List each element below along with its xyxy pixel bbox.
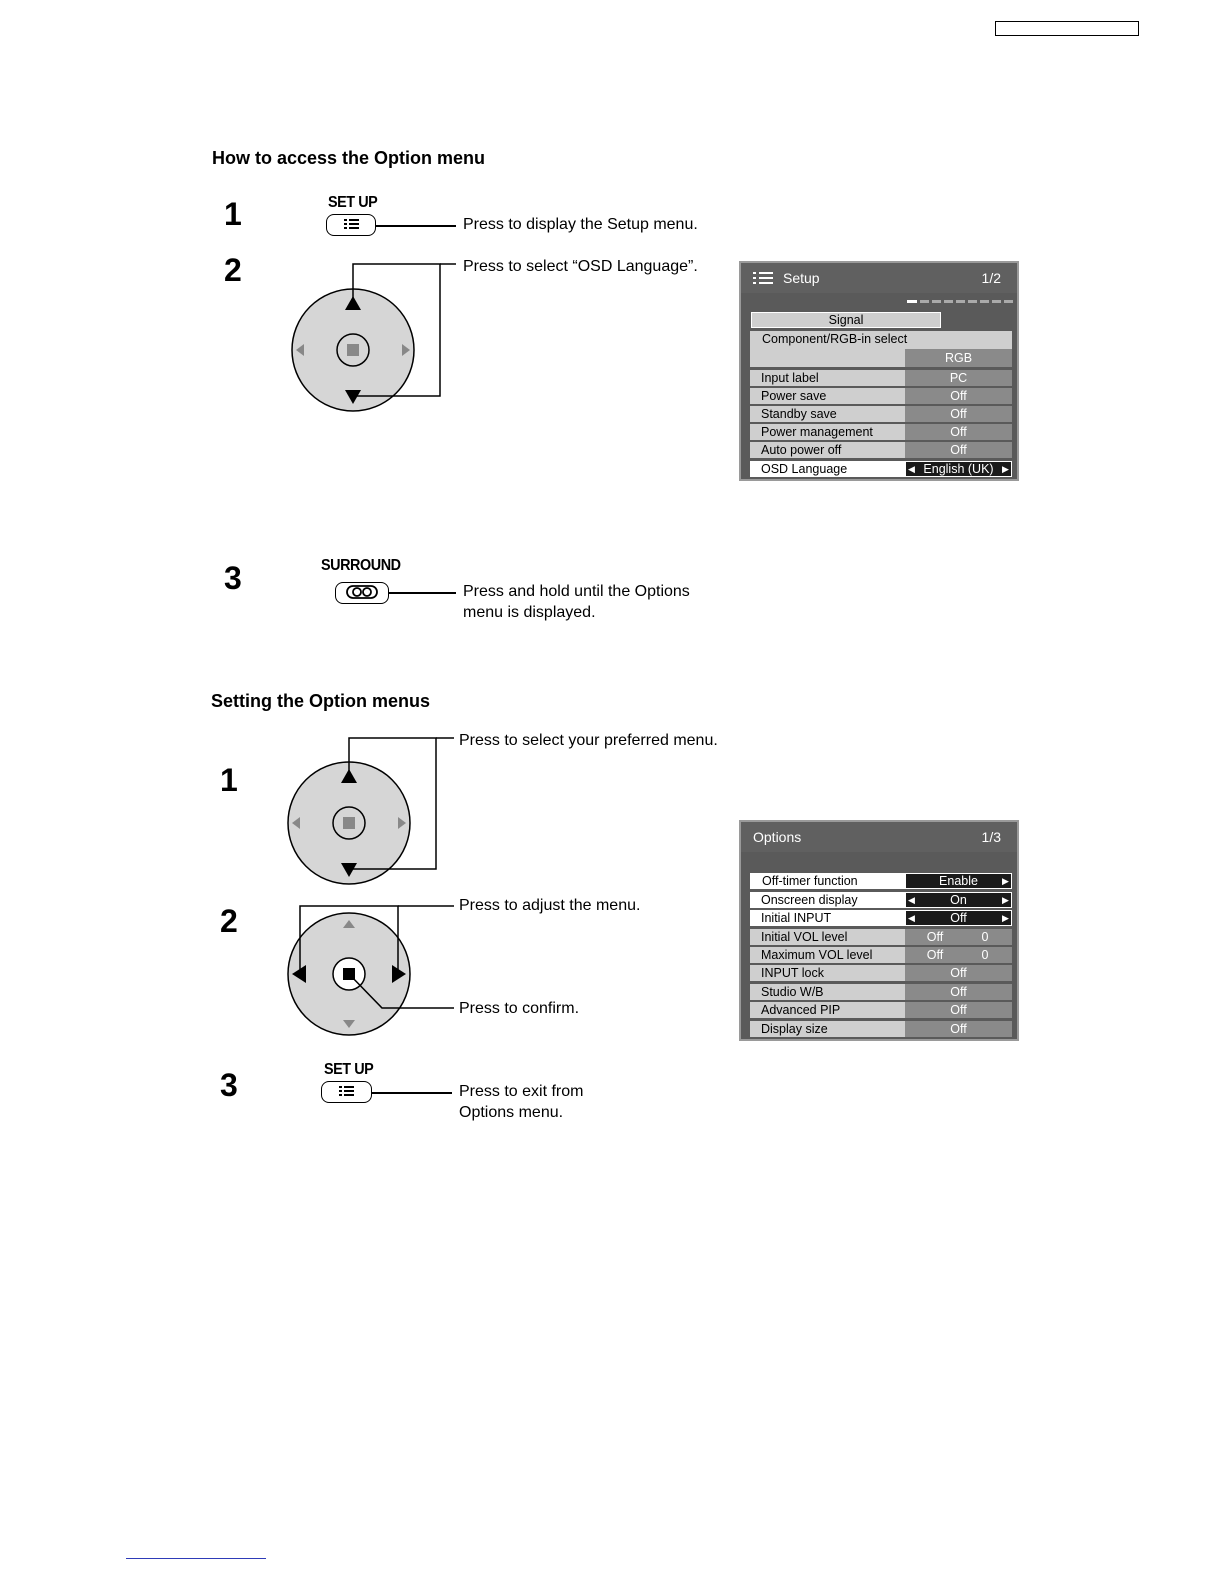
setup-menu-header	[741, 263, 1017, 293]
adjust-menu-instruction: Press to adjust the menu.	[459, 897, 641, 914]
component-select-value: RGB	[905, 349, 1012, 367]
setup-menu-panel	[739, 261, 1019, 481]
step-number: 1	[224, 196, 242, 232]
surround-button-label: SURROUND	[321, 557, 401, 574]
options-row-selected[interactable]	[750, 873, 1012, 889]
right-arrow-icon: ▶	[1002, 913, 1009, 923]
setup-row[interactable]	[750, 388, 1012, 404]
options-menu-panel	[739, 820, 1019, 1041]
setup-button[interactable]	[326, 214, 376, 236]
setup-row-label: Standby save	[750, 406, 905, 422]
setup-row-value: Off	[905, 406, 1012, 422]
left-arrow-icon: ◀	[908, 913, 915, 923]
options-row-label: Display size	[750, 1021, 905, 1037]
options-row-value: Off	[905, 1002, 1012, 1018]
setup-row-value: Off	[905, 424, 1012, 440]
setup-button-label: SET UP	[324, 1061, 374, 1078]
setup-row-selected[interactable]	[750, 461, 1012, 477]
component-select-label: Component/RGB-in select	[762, 332, 908, 346]
exit-instruction-line1: Press to exit from	[459, 1083, 584, 1100]
setup-menu-title: Setup	[783, 270, 820, 286]
options-row-label: Initial INPUT	[750, 910, 905, 926]
leader-line	[389, 592, 456, 594]
step-number: 1	[220, 762, 238, 798]
options-row-value: Off	[905, 910, 1012, 926]
options-row[interactable]	[750, 984, 1012, 1000]
leader-line	[372, 1092, 452, 1094]
options-row[interactable]	[750, 929, 1012, 945]
step2-instruction: Press to select “OSD Language”.	[463, 258, 698, 275]
component-select-row[interactable]	[750, 331, 1012, 367]
signal-button[interactable]: Signal	[751, 312, 941, 328]
setup-row[interactable]	[750, 442, 1012, 458]
right-arrow-icon: ▶	[1002, 464, 1009, 474]
setup-row-label: Power save	[750, 388, 905, 404]
setup-row-label: OSD Language	[750, 461, 905, 477]
options-row-label: Advanced PIP	[750, 1002, 905, 1018]
leader-line	[376, 225, 456, 227]
header-page-box	[995, 21, 1139, 36]
options-row-value2: 0	[981, 930, 989, 944]
select-menu-instruction: Press to select your preferred menu.	[459, 732, 718, 749]
options-row-label: Onscreen display	[750, 892, 905, 908]
options-row-label: Initial VOL level	[750, 929, 905, 945]
setup-row-value: PC	[905, 370, 1012, 386]
footer-rule	[126, 1558, 266, 1559]
step-number: 3	[220, 1067, 238, 1103]
left-arrow-icon: ◀	[908, 464, 915, 474]
options-row-label: Maximum VOL level	[750, 947, 905, 963]
setup-menu-page: 1/2	[981, 270, 1001, 286]
menu-list-icon	[323, 1082, 370, 1100]
section-title-setting: Setting the Option menus	[211, 691, 430, 711]
options-row-value: Off	[926, 930, 944, 944]
options-row-value: Enable	[905, 873, 1012, 889]
options-menu-header	[741, 822, 1017, 852]
step-number: 2	[220, 903, 238, 939]
page-indicator	[907, 300, 1015, 304]
left-arrow-icon: ◀	[908, 895, 915, 905]
exit-instruction-line2: Options menu.	[459, 1104, 564, 1121]
step-number: 2	[224, 252, 242, 288]
confirm-instruction: Press to confirm.	[459, 1000, 580, 1017]
step-number: 3	[224, 560, 242, 596]
options-row-value: Off	[905, 965, 1012, 981]
section-title-access: How to access the Option menu	[212, 148, 486, 168]
options-row[interactable]	[750, 1002, 1012, 1018]
options-row-value2: 0	[981, 948, 989, 962]
setup-row-value: Off	[905, 388, 1012, 404]
setup-button-label: SET UP	[328, 194, 378, 211]
options-menu-page: 1/3	[981, 829, 1001, 845]
options-row-value: On	[905, 892, 1012, 908]
setup-exit-button[interactable]	[321, 1081, 372, 1103]
right-arrow-icon: ▶	[1002, 876, 1009, 886]
options-row-value: Off	[905, 984, 1012, 1000]
surround-button[interactable]	[335, 582, 389, 604]
options-row-label: Studio W/B	[750, 984, 905, 1000]
options-row[interactable]	[750, 947, 1012, 963]
menu-list-icon	[328, 215, 374, 233]
options-row[interactable]	[750, 965, 1012, 981]
setup-row[interactable]	[750, 406, 1012, 422]
options-row-value: Off	[926, 948, 944, 962]
step3-instruction-line1: Press and hold until the Options	[463, 583, 690, 600]
direction-pad-updown[interactable]	[282, 730, 462, 890]
options-row[interactable]	[750, 910, 1012, 926]
setup-row[interactable]	[750, 424, 1012, 440]
setup-row-label: Power management	[750, 424, 905, 440]
step3-instruction-line2: menu is displayed.	[463, 604, 596, 621]
step1-instruction: Press to display the Setup menu.	[463, 216, 698, 233]
setup-row-label: Auto power off	[750, 442, 905, 458]
surround-icon	[337, 583, 387, 601]
direction-pad-updown[interactable]	[286, 258, 466, 418]
options-row-label: Off-timer function	[750, 873, 905, 889]
setup-row-label: Input label	[750, 370, 905, 386]
setup-row-value: Off	[905, 442, 1012, 458]
direction-pad-leftright[interactable]	[282, 895, 462, 1045]
options-row-value: Off	[905, 1021, 1012, 1037]
options-row[interactable]	[750, 1021, 1012, 1037]
options-row[interactable]	[750, 892, 1012, 908]
options-menu-title: Options	[753, 829, 802, 845]
setup-row-value: English (UK)	[905, 461, 1012, 477]
right-arrow-icon: ▶	[1002, 895, 1009, 905]
options-row-label: INPUT lock	[750, 965, 905, 981]
menu-list-icon	[753, 271, 777, 285]
setup-row[interactable]	[750, 370, 1012, 386]
